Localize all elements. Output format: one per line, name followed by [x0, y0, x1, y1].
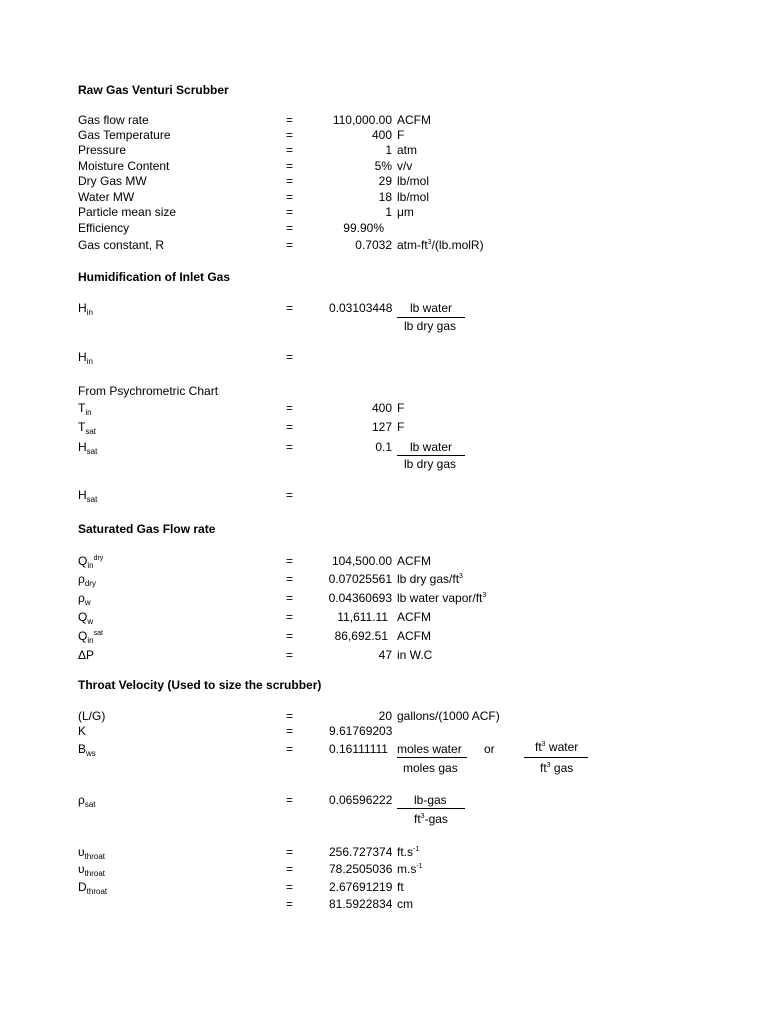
denominator-rho-sat — [414, 812, 448, 826]
symbol-subscript: throat — [84, 852, 106, 861]
value-moisture-content: 5% — [374, 159, 392, 173]
equals-sign: = — [286, 862, 294, 876]
symbol-subscript: in — [86, 308, 93, 317]
equals-sign: = — [286, 724, 294, 738]
value-q-in-sat: 86,692.51 — [334, 629, 388, 643]
label-dry-gas-mw: Dry Gas MW — [78, 174, 147, 188]
unit-superscript: -1 — [416, 863, 423, 870]
symbol-h-sat — [78, 488, 97, 502]
symbol-h-sat — [78, 440, 97, 454]
alt-denominator — [540, 761, 573, 775]
symbol-subscript: sat — [84, 800, 96, 809]
equals-sign: = — [286, 440, 294, 454]
equals-sign: = — [286, 488, 294, 502]
symbol-main: ρ — [78, 572, 85, 586]
equals-sign: = — [286, 143, 294, 157]
value-k: 9.61769203 — [329, 724, 393, 738]
symbol-subscript: w — [84, 598, 91, 607]
equals-sign: = — [286, 401, 294, 415]
unit-d-throat-cm: cm — [397, 897, 413, 911]
unit-water-mw: lb/mol — [397, 190, 430, 204]
symbol-rho-w — [78, 591, 91, 605]
section-title-raw-gas: Raw Gas Venturi Scrubber — [78, 83, 229, 97]
symbol-subscript: throat — [86, 887, 108, 896]
symbol-main: Q — [78, 554, 88, 568]
fraction-bar — [397, 808, 465, 809]
unit-gas-temperature: F — [397, 128, 405, 142]
label-gas-flow-rate: Gas flow rate — [78, 113, 149, 127]
unit-part: water — [545, 740, 579, 754]
unit-superscript: 3 — [541, 741, 546, 748]
numerator-h-in: lb water — [410, 301, 453, 315]
unit-part: -gas — [424, 812, 448, 826]
symbol-main: T — [78, 401, 86, 415]
symbol-main: B — [78, 742, 87, 756]
value-dry-gas-mw: 29 — [378, 174, 392, 188]
value-delta-p: 47 — [378, 648, 392, 662]
symbol-subscript: in — [87, 561, 94, 570]
symbol-t-sat — [78, 420, 96, 434]
equals-sign: = — [286, 159, 294, 173]
unit-superscript: 3 — [427, 239, 432, 246]
equals-sign: = — [286, 238, 294, 252]
value-l-g: 20 — [378, 709, 392, 723]
symbol-main: Q — [78, 629, 88, 643]
equals-sign: = — [286, 897, 294, 911]
value-h-in: 0.03103448 — [329, 301, 393, 315]
fraction-bar — [524, 757, 588, 758]
value-rho-dry: 0.07025561 — [328, 572, 392, 586]
unit-l-g: gallons/(1000 ACF) — [397, 709, 500, 723]
equals-sign: = — [286, 572, 294, 586]
unit-part: m.s — [397, 862, 417, 876]
value-rho-sat: 0.06596222 — [329, 793, 393, 807]
label-from-psychrometric-chart: From Psychrometric Chart — [78, 384, 219, 398]
symbol-main: υ — [78, 862, 85, 876]
unit-superscript: 3 — [546, 762, 551, 769]
denominator-h-sat: lb dry gas — [404, 457, 457, 471]
section-title-throat: Throat Velocity (Used to size the scrubber) — [78, 678, 322, 692]
symbol-t-in — [78, 401, 92, 415]
unit-v-throat-ft — [397, 845, 419, 859]
label-particle-mean-size: Particle mean size — [78, 205, 177, 219]
equals-sign: = — [286, 793, 294, 807]
value-d-throat-ft: 2.67691219 — [329, 880, 393, 894]
unit-part: ft.s — [397, 845, 414, 859]
section-title-humidification: Humidification of Inlet Gas — [78, 270, 231, 284]
value-d-throat-cm: 81.5922834 — [329, 897, 393, 911]
unit-superscript: -1 — [413, 846, 420, 853]
fraction-bar — [397, 757, 467, 758]
numerator-b-ws: moles water — [397, 742, 462, 756]
unit-q-in-dry: ACFM — [397, 554, 431, 568]
symbol-subscript: sat — [86, 447, 98, 456]
value-gas-constant: 0.7032 — [355, 238, 392, 252]
fraction-bar — [397, 317, 465, 318]
unit-q-in-sat: ACFM — [397, 629, 431, 643]
unit-gas-flow-rate: ACFM — [397, 113, 431, 127]
value-v-throat-m: 78.2505036 — [329, 862, 393, 876]
denominator-h-in: lb dry gas — [404, 319, 457, 333]
equals-sign: = — [286, 221, 294, 235]
symbol-main: D — [78, 880, 87, 894]
value-v-throat-ft: 256.727374 — [329, 845, 393, 859]
unit-part: atm-ft — [397, 238, 428, 252]
equals-sign: = — [286, 709, 294, 723]
equals-sign: = — [286, 610, 294, 624]
unit-part: lb water vapor/ft — [397, 591, 483, 605]
symbol-subscript: w — [87, 617, 94, 626]
symbol-main: ρ — [78, 591, 85, 605]
unit-part: lb dry gas/ft — [397, 572, 460, 586]
equals-sign: = — [286, 190, 294, 204]
symbol-main: T — [78, 420, 86, 434]
unit-part: ft — [540, 761, 547, 775]
unit-part: ft — [535, 740, 542, 754]
value-water-mw: 18 — [378, 190, 392, 204]
unit-rho-w — [397, 591, 486, 605]
symbol-main: H — [78, 488, 87, 502]
symbol-h-in — [78, 301, 93, 315]
unit-rho-dry — [397, 572, 463, 586]
symbol-main: ρ — [78, 793, 85, 807]
value-q-in-dry: 104,500.00 — [331, 554, 392, 568]
value-particle-mean-size: 1 — [385, 205, 392, 219]
section-title-saturated: Saturated Gas Flow rate — [78, 522, 216, 536]
unit-t-sat: F — [397, 420, 405, 434]
label-water-mw: Water MW — [78, 190, 135, 204]
symbol-q-w — [78, 610, 93, 624]
label-gas-constant: Gas constant, R — [78, 238, 165, 252]
value-pressure: 1 — [385, 143, 392, 157]
symbol-subscript: throat — [84, 869, 106, 878]
unit-superscript: 3 — [420, 813, 425, 820]
symbol-v-throat — [78, 862, 105, 876]
label-k: K — [78, 724, 87, 738]
or-text: or — [484, 742, 495, 756]
symbol-main: Q — [78, 610, 88, 624]
symbol-b-ws — [78, 742, 96, 756]
symbol-v-throat — [78, 845, 105, 859]
unit-moisture-content: v/v — [397, 159, 413, 173]
equals-sign: = — [286, 845, 294, 859]
value-gas-flow-rate: 110,000.00 — [332, 113, 392, 127]
value-efficiency: 99.90% — [343, 221, 384, 235]
unit-pressure: atm — [397, 143, 418, 157]
label-gas-temperature: Gas Temperature — [78, 128, 171, 142]
symbol-superscript: dry — [93, 555, 104, 562]
unit-t-in: F — [397, 401, 405, 415]
equals-sign: = — [286, 742, 294, 756]
unit-part: /(lb.mol — [431, 238, 471, 252]
equals-sign: = — [286, 420, 294, 434]
value-t-sat: 127 — [371, 420, 392, 434]
label-pressure: Pressure — [78, 143, 127, 157]
unit-superscript: 3 — [482, 592, 487, 599]
equals-sign: = — [286, 301, 294, 315]
equals-sign: = — [286, 205, 294, 219]
equals-sign: = — [286, 880, 294, 894]
equals-sign: = — [286, 554, 294, 568]
value-b-ws: 0.16111111 — [329, 742, 388, 756]
value-t-in: 400 — [371, 401, 392, 415]
unit-part: R) — [470, 238, 484, 252]
symbol-delta-p: ΔP — [78, 648, 95, 662]
symbol-subscript: sat — [86, 495, 98, 504]
symbol-main: υ — [78, 845, 85, 859]
equals-sign: = — [286, 128, 294, 142]
symbol-q-in-sat — [78, 629, 103, 643]
symbol-rho-sat — [78, 793, 96, 807]
value-q-w: 11,611.11 — [337, 610, 388, 624]
equals-sign: = — [286, 174, 294, 188]
fraction-bar — [397, 455, 465, 456]
symbol-subscript: in — [86, 357, 93, 366]
label-l-g: (L/G) — [78, 709, 106, 723]
symbol-subscript: in — [85, 408, 92, 417]
equals-sign: = — [286, 648, 294, 662]
equals-sign: = — [286, 629, 294, 643]
label-moisture-content: Moisture Content — [78, 159, 170, 173]
symbol-rho-dry — [78, 572, 96, 586]
unit-delta-p: in W.C — [397, 648, 433, 662]
symbol-h-in — [78, 350, 93, 364]
equals-sign: = — [286, 113, 294, 127]
symbol-subscript: ws — [86, 749, 96, 758]
symbol-subscript: in — [87, 636, 94, 645]
symbol-main: H — [78, 301, 87, 315]
equals-sign: = — [286, 350, 294, 364]
symbol-subscript: sat — [85, 427, 97, 436]
unit-dry-gas-mw: lb/mol — [397, 174, 430, 188]
unit-gas-constant — [397, 238, 484, 252]
label-efficiency: Efficiency — [78, 221, 130, 235]
denominator-b-ws: moles gas — [403, 761, 458, 775]
unit-particle-mean-size: μm — [397, 205, 414, 219]
symbol-subscript: dry — [84, 579, 96, 588]
unit-part: gas — [550, 761, 574, 775]
symbol-d-throat — [78, 880, 107, 894]
unit-q-w: ACFM — [397, 610, 431, 624]
unit-d-throat-ft: ft — [397, 880, 404, 894]
value-h-sat: 0.1 — [375, 440, 392, 454]
equals-sign: = — [286, 591, 294, 605]
symbol-q-in-dry — [78, 554, 103, 568]
unit-superscript: 3 — [459, 573, 463, 580]
unit-part: ft — [414, 812, 421, 826]
numerator-rho-sat: lb-gas — [414, 793, 447, 807]
numerator-h-sat: lb water — [410, 440, 453, 454]
unit-v-throat-m — [397, 862, 423, 876]
value-rho-w: 0.04360693 — [328, 591, 392, 605]
alt-numerator — [535, 740, 578, 754]
value-gas-temperature: 400 — [371, 128, 392, 142]
symbol-superscript: sat — [93, 630, 103, 637]
symbol-main: H — [78, 350, 87, 364]
symbol-main: H — [78, 440, 87, 454]
